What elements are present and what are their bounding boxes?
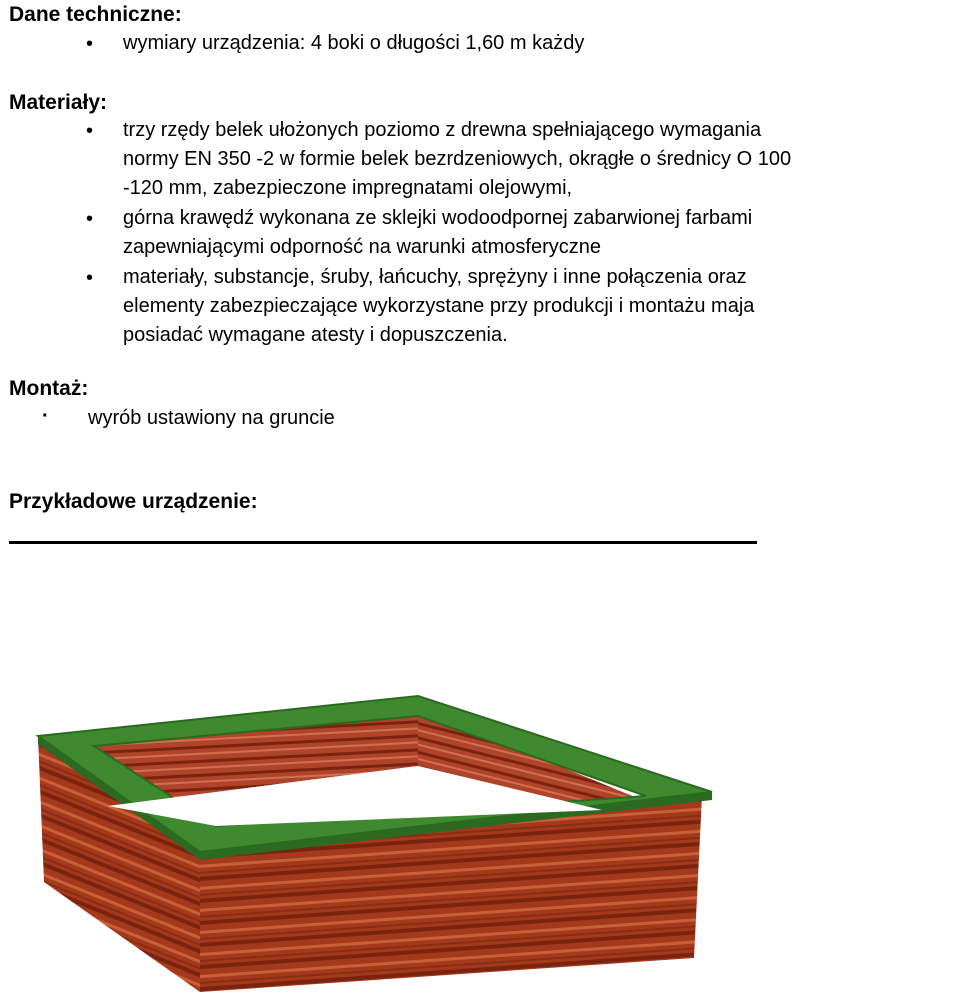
section-heading-materials: Materiały:: [9, 91, 108, 114]
list-item-line: elementy zabezpieczające wykorzystane przy produkcji i montażu maja: [123, 295, 755, 317]
list-item-line: -120 mm, zabezpieczone impregnatami olejowymi,: [123, 177, 573, 199]
bullet: •: [86, 120, 94, 142]
section-heading-example: Przykładowe urządzenie:: [9, 490, 258, 513]
list-item-line: materiały, substancje, śruby, łańcuchy, sprężyny i inne połączenia oraz: [123, 266, 747, 288]
list-item-line: wymiary urządzenia: 4 boki o długości 1,60 m każdy: [123, 32, 585, 54]
sandbox-illustration: [0, 560, 760, 1008]
list-item-line: trzy rzędy belek ułożonych poziomo z drewna spełniającego wymagania: [123, 119, 762, 141]
sandbox-image: [0, 560, 760, 1008]
bullet: ·: [42, 405, 49, 427]
horizontal-rule: [9, 541, 757, 544]
list-item-line: normy EN 350 -2 w formie belek bezrdzeniowych, okrągłe o średnicy O 100: [123, 148, 792, 170]
section-heading-assembly: Montaż:: [9, 377, 89, 400]
section-heading-technical: Dane techniczne:: [9, 3, 182, 26]
list-item: [88, 404, 918, 433]
list-item: [123, 204, 953, 262]
list-item: [123, 263, 953, 350]
bullet: •: [86, 33, 94, 55]
bullet: •: [86, 208, 94, 230]
list-item-line: górna krawędź wykonana ze sklejki wodoodpornej zabarwionej farbami: [123, 207, 753, 229]
list-item: [123, 116, 953, 203]
list-item-line: wyrób ustawiony na gruncie: [88, 407, 335, 429]
bullet: •: [86, 267, 94, 289]
list-item-line: posiadać wymagane atesty i dopuszczenia.: [123, 324, 508, 346]
list-item-line: zapewniającymi odporność na warunki atmosferyczne: [123, 236, 602, 258]
list-item: [123, 29, 953, 58]
